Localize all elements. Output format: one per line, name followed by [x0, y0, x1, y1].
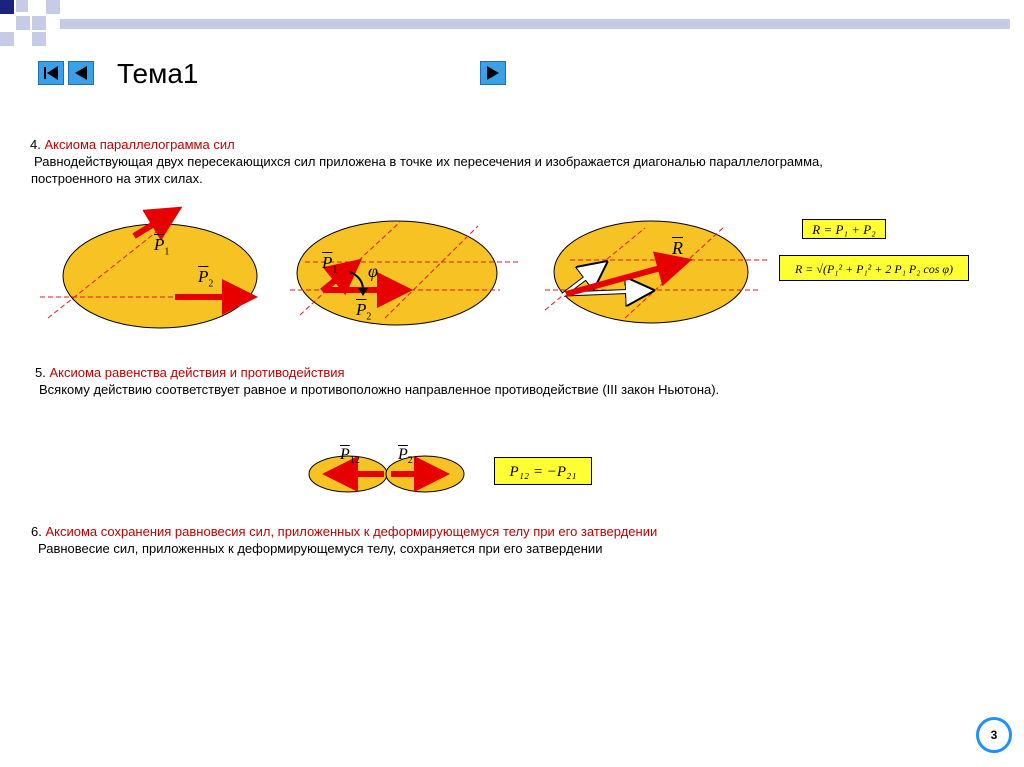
next-slide-button[interactable]: [480, 61, 506, 85]
section-4-title: Аксиома параллелограмма сил: [44, 137, 235, 152]
label-p21: $\overline{P}_{21}$: [398, 446, 418, 467]
corner-square-4: [16, 16, 30, 30]
formula-magnitude: R = √(P₁² + P₁² + 2 P₁ P₂ cos φ): [779, 255, 969, 281]
label-r: $\overline{R}$: [672, 238, 683, 258]
label-2-p1: $\overline{P}_1$: [322, 253, 338, 276]
slide-title: Тема1: [117, 58, 199, 89]
formula-action-reaction: P₁₂ = −P₂₁: [494, 457, 592, 485]
corner-square-7: [0, 32, 14, 46]
corner-square-2: [16, 0, 28, 12]
section-5-title: Аксиома равенства действия и противодействия: [49, 365, 345, 380]
section-6-title: Аксиома сохранения равновесия сил, приложенных к деформирующемуся телу при его затвердении: [45, 524, 658, 539]
section-5-number: 5.: [35, 365, 46, 380]
section-4-number: 4.: [30, 137, 41, 152]
label-p12: $\overline{P}_{12}$: [340, 446, 360, 467]
section-4-text-line2: построенного на этих силах.: [31, 171, 203, 186]
section-5-text: Всякому действию соответствует равное и противоположно направленное противодействие (III закон Ньютона).: [39, 382, 720, 397]
section-6-number: 6.: [31, 524, 42, 539]
section-4-text-line1: Равнодействующая двух пересекающихся сил приложена в точке их пересечения и изображается диагональю параллелограмма,: [34, 154, 823, 169]
corner-square-6: [32, 32, 46, 46]
section-4-text: [31, 153, 823, 187]
label-2-p2: $\overline{P}_2$: [356, 300, 372, 323]
page-number-badge: 3: [976, 717, 1012, 753]
formula-resultant: R = P₁ + P₂: [802, 219, 886, 239]
corner-square-1: [0, 0, 14, 14]
section-4-heading: [30, 137, 235, 152]
section-6-text: Равновесие сил, приложенных к деформирующемуся телу, сохраняется при его затвердении: [38, 541, 603, 556]
top-bar: [60, 19, 1010, 29]
corner-square-5: [32, 16, 46, 30]
skip-back-icon: [39, 62, 63, 84]
label-p2: $\overline{P}_2$: [198, 267, 214, 290]
first-slide-button[interactable]: [38, 61, 64, 85]
arrow-left-icon: [69, 62, 93, 84]
arrow-right-icon: [481, 62, 505, 84]
prev-slide-button[interactable]: [68, 61, 94, 85]
section-5-heading: [35, 365, 345, 380]
label-p1: $\overline{P}_1$: [154, 235, 170, 258]
section-6-heading: [31, 524, 657, 539]
label-phi: φ: [368, 261, 378, 281]
corner-square-3: [46, 0, 60, 14]
